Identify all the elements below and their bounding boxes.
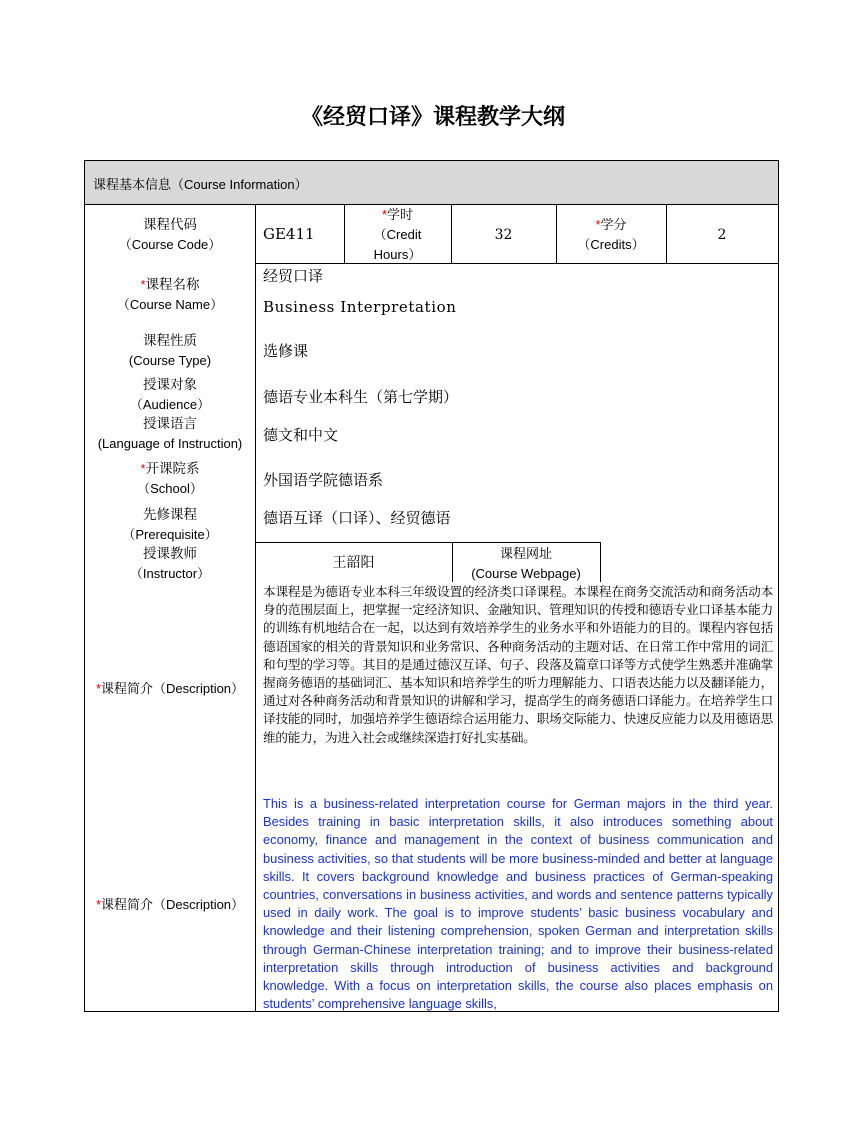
course-code-label: 课程代码 （Course Code） [118,217,222,252]
instructor-row-top [255,542,600,543]
language-label: 授课语言 (Language of Instruction) [97,416,243,451]
course-info-table [84,160,779,1012]
school-label: *开课院系 （School） [137,461,203,496]
description-en-label: *课程简介（Description） [95,897,245,912]
hours-value: 32 [494,227,513,243]
course-type-label: 课程性质 (Course Type) [128,333,212,368]
course-type-value: 选修课 [263,342,309,360]
label-column-divider [255,205,256,1012]
required-marker: * [595,217,601,232]
required-marker: * [140,277,146,292]
instructor-label: 授课教师 （Instructor） [129,546,211,581]
description-zh-label: *课程简介（Description） [95,681,245,696]
audience-value: 德语专业本科生（第七学期） [263,388,459,406]
credits-label: *学分 （Credits） [577,217,645,252]
page-title: 《经贸口译》课程教学大纲 [300,104,565,130]
instructor-value: 王韶阳 [332,555,375,571]
credits-value: 2 [717,227,727,243]
description-zh-text: 本课程是为德语专业本科三年级设置的经济类口译课程。本课程在商务交流活动和商务活动本身的范围层面上，把掌握一定经济知识、金融知识、管理知识的传授和德语专业口译基本能力的训练有机地结合在一起，以达到有效培养学生的业务水平和外语能力的目的。课程内容包括德语国家的相关的背景知识和业务常识、各种商务活动的主题对话、在日常工作中常用的词汇和句型的学习等。其目的是通过德汉互译、句子、段落及篇章口译等方式使学生熟悉并准确掌握商务德语的基础词汇、基本知识和培养学生的听力理解能力、口语表达能力以及翻译能力，通过对各种商务活动和背景知识的讲解和学习，提高学生的商务德语口译能力。在培养学生口译技能的同时，加强培养学生德语综合运用能力、职场交际能力、快速反应能力以及用德语思维的能力，为进入社会或继续深造打好扎实基础。 [263,584,773,745]
prerequisite-value: 德语互译（口译）、经贸德语 [263,509,451,527]
audience-label: 授课对象 （Audience） [129,377,211,412]
required-marker: * [95,681,102,696]
webpage-divider-right [600,542,601,582]
course-name-en: Business Interpretation [263,298,457,316]
prerequisite-label: 先修课程 （Prerequisite） [122,507,218,542]
course-name-zh: 经贸口译 [263,267,324,285]
course-code-row-divider [255,263,778,264]
description-en-text: This is a business-related interpretation course for German majors in the third year. Besides training in basic interpretation skills, it also introduces something about economy, finance and management in the context of business communication and business activities, so that students will be more business-minded and better at language skills. It covers background knowledge and business practices of German-speaking countries, conversations in business activities, and words and sentence patterns typically used in daily work. The goal is to improve students’ basic business vocabulary and knowledge and their listening comprehension, spoken German and interpretation skills through German-Chinese interpretation training; and to improve their business-related interpretation skills through introduction of business activities and background knowledge. With a focus on interpretation skills, the course also places emphasis on students’ comprehensive language skills, [263,796,773,1012]
course-name-label: *课程名称 （Course Name） [116,277,224,312]
school-value: 外国语学院德语系 [263,471,384,489]
hours-label: *学时 （Credit Hours） [373,207,422,262]
course-code-value: GE411 [263,225,315,243]
section-header [85,161,778,205]
webpage-label: 课程网址 (Course Webpage) [471,546,581,581]
required-marker: * [140,461,146,476]
required-marker: * [95,897,102,912]
language-value: 德文和中文 [263,426,339,444]
section-header-label: 课程基本信息（Course Information） [93,177,308,192]
required-marker: * [381,207,388,222]
